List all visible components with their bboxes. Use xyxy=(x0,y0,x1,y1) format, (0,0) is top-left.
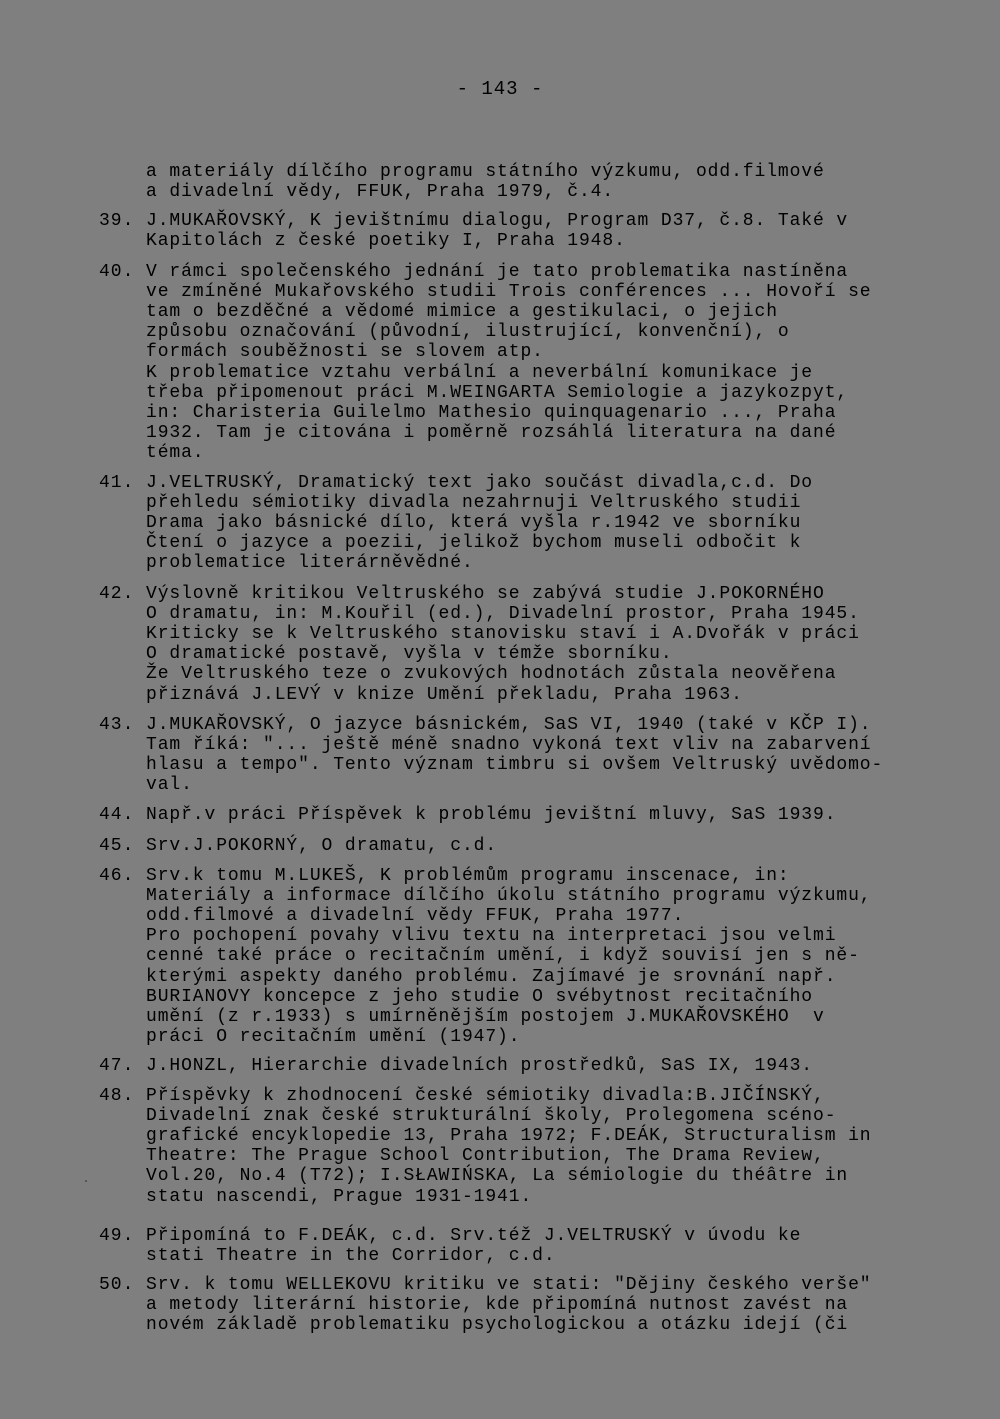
footnote-line: J.MUKAŘOVSKÝ, O jazyce básnickém, SaS VI, 1940 (také v KČP I). xyxy=(146,715,872,735)
footnote-line: Divadelní znak české strukturální školy, Prolegomena scéno- xyxy=(146,1106,837,1127)
footnote-line: Že Veltruského teze o zvukových hodnotách zůstala neověřena xyxy=(146,664,837,685)
footnote-line: val. xyxy=(146,775,193,796)
footnote-line: umění (z r.1933) s umírněnějším postojem J.MUKAŘOVSKÉHO v xyxy=(146,1006,825,1027)
footnote-line: J.VELTRUSKÝ, Dramatický text jako součást divadla,c.d. Do xyxy=(146,473,813,493)
footnote-line: K problematice vztahu verbální a neverbální komunikace je xyxy=(146,362,813,383)
footnote-line: práci O recitačním umění (1947). xyxy=(146,1026,521,1047)
note-line: a divadelní vědy, FFUK, Praha 1979, č.4. xyxy=(146,182,615,202)
footnote-number: 46. xyxy=(99,866,135,886)
footnote-line: O dramatu, in: M.Kouřil (ed.), Divadelní prostor, Praha 1945. xyxy=(146,604,860,625)
footnote-line: Kapitolách z české poetiky I, Praha 1948. xyxy=(146,231,626,252)
footnote-line: kterými aspekty daného problému. Zajímavé je srovnání např. xyxy=(146,966,837,987)
footnote-number: 40. xyxy=(99,262,135,282)
footnote-line: 1932. Tam je citována i poměrně rozsáhlá literatura na dané xyxy=(146,422,837,443)
footnote-line: formách souběžnosti se slovem atp. xyxy=(146,342,544,363)
footnote-line: J.HONZL, Hierarchie divadelních prostředků, SaS IX, 1943. xyxy=(146,1056,813,1076)
footnote-line: V rámci společenského jednání je tato problematika nastíněna xyxy=(146,262,849,282)
footnote-number: 44. xyxy=(99,805,135,825)
footnote-line: cenné také práce o recitačním umění, i když souvisí jen s ně- xyxy=(146,946,860,967)
footnote-number: 50. xyxy=(99,1275,135,1295)
footnote-line: stati Theatre in the Corridor, c.d. xyxy=(146,1246,556,1267)
footnote-line: Drama jako básnické dílo, která vyšla r.1942 ve sborníku xyxy=(146,513,802,534)
footnote-line: a metody literární historie, kde připomíná nutnost zavést na xyxy=(146,1295,849,1316)
footnote-line: grafické encyklopedie 13, Praha 1972; F.DEÁK, Structuralism in xyxy=(146,1126,872,1147)
footnote-line: Pro pochopení povahy vlivu textu na interpretaci jsou velmi xyxy=(146,926,837,947)
footnote-number: 45. xyxy=(99,836,135,856)
footnote-line: Příspěvky k zhodnocení české sémiotiky divadla:B.JIČÍNSKÝ, xyxy=(146,1086,825,1106)
footnote-line: způsobu označování (původní, ilustrující, konvenční), o xyxy=(146,322,790,343)
footnote-line: téma. xyxy=(146,442,205,463)
footnote-line: ve zmíněné Mukařovského studii Trois conférences ... Hovoří se xyxy=(146,282,872,303)
footnote-line: přehledu sémiotiky divadla nezahrnuji Veltruského studii xyxy=(146,493,802,514)
footnote-line: Výslovně kritikou Veltruského se zabývá studie J.POKORNÉHO xyxy=(146,584,825,604)
footnote-line: tam o bezděčné a vědomé mimice a gestikulaci, o jejich xyxy=(146,302,778,323)
footnote-number: 42. xyxy=(99,584,135,604)
footnote-number: 48. xyxy=(99,1086,135,1106)
footnote-line: Srv.J.POKORNÝ, O dramatu, c.d. xyxy=(146,836,498,856)
footnote-line: přiznává J.LEVÝ v knize Umění překladu, Praha 1963. xyxy=(146,684,743,705)
footnote-line: J.MUKAŘOVSKÝ, K jevištnímu dialogu, Program D37, č.8. Také v xyxy=(146,211,849,231)
footnote-line: Čtení o jazyce a poezii, jelikož bychom museli odbočit k xyxy=(146,533,802,554)
page-number: - 143 - xyxy=(456,78,544,100)
footnote-line: novém základě problematiku psychologickou a otázku idejí (či xyxy=(146,1315,849,1336)
footnote-line: Srv. k tomu WELLEKOVU kritiku ve stati: "Dějiny českého verše" xyxy=(146,1275,872,1295)
footnote-line: in: Charisteria Guilelmo Mathesio quinquagenario ..., Praha xyxy=(146,402,837,423)
footnote-number: 43. xyxy=(99,715,135,735)
footnote-line: problematice literárněvědné. xyxy=(146,553,474,574)
footnote-number: 47. xyxy=(99,1056,135,1076)
footnote-line: odd.filmové a divadelní vědy FFUK, Praha 1977. xyxy=(146,906,685,927)
footnote-line: Srv.k tomu M.LUKEŠ, K problémům programu inscenace, in: xyxy=(146,866,790,886)
footnote-line: statu nascendi, Prague 1931-1941. xyxy=(146,1186,533,1207)
footnote-line: Theatre: The Prague School Contribution, The Drama Review, xyxy=(146,1146,825,1167)
footnote-line: O dramatické postavě, vyšla v témže sborníku. xyxy=(146,644,673,665)
footnote-number: 49. xyxy=(99,1226,135,1246)
footnote-line: Vol.20, No.4 (T72); I.SŁAWIŃSKA, La sémiologie du théâtre in xyxy=(146,1166,849,1187)
footnote-line: Např.v práci Příspěvek k problému jevištní mluvy, SaS 1939. xyxy=(146,805,837,825)
footnote-line: hlasu a tempo". Tento význam timbru si ovšem Veltruský uvědomo- xyxy=(146,755,884,776)
footnote-line: Tam říká: "... ještě méně snadno vykoná text vliv na zabarvení xyxy=(146,735,872,756)
scan-speck xyxy=(85,1180,87,1182)
note-line: a materiály dílčího programu státního výzkumu, odd.filmové xyxy=(146,162,825,182)
footnote-line: třeba připomenout práci M.WEINGARTA Semiologie a jazykozpyt, xyxy=(146,382,849,403)
footnote-line: BURIANOVY koncepce z jeho studie O svébytnost recitačního xyxy=(146,986,813,1007)
footnote-line: Kriticky se k Veltruského stanovisku staví i A.Dvořák v práci xyxy=(146,624,860,645)
footnote-line: Materiály a informace dílčího úkolu státního programu výzkumu, xyxy=(146,886,872,907)
footnote-line: Připomíná to F.DEÁK, c.d. Srv.též J.VELTRUSKÝ v úvodu ke xyxy=(146,1226,802,1246)
footnote-number: 39. xyxy=(99,211,135,231)
footnote-number: 41. xyxy=(99,473,135,493)
